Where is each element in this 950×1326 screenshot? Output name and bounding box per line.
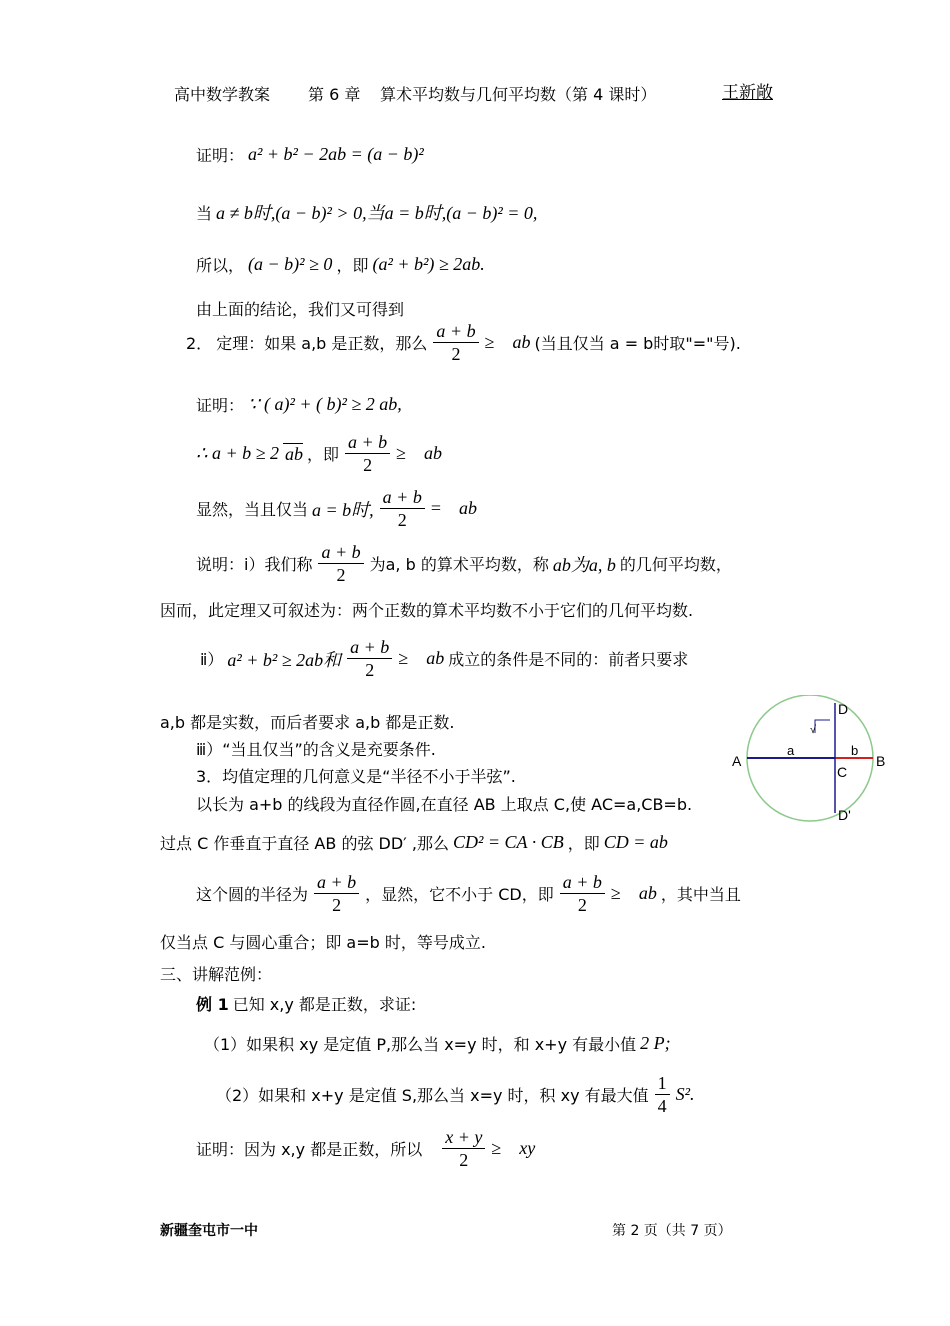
proof2-line1 (196, 393, 402, 416)
fraction-numerator: x + y (442, 1126, 485, 1149)
fraction-denominator: 4 (657, 1096, 667, 1116)
label-b-point: B (876, 753, 886, 769)
proof2-line2-sqrt: ab (284, 443, 303, 464)
fraction-numerator: a + b (314, 871, 359, 894)
fraction-denominator: 2 (332, 895, 342, 915)
note2-rel: ≥ (398, 648, 409, 668)
label-d2-point: D' (838, 807, 851, 823)
example-p1-val: 2 P; (640, 1033, 671, 1053)
example-proof-fraction (442, 1126, 485, 1171)
note1-line (196, 541, 732, 586)
proof2-line3-fraction (380, 486, 425, 531)
diagram-sqrt-glyph: √ (810, 724, 817, 736)
fraction-denominator: 2 (577, 895, 587, 915)
footer-page: 第 2 页（共 7 页） (612, 1223, 732, 1239)
geo-line3-c: ，其中当且 (660, 885, 741, 904)
proof2-line3-a: 显然，当且仅当 (196, 500, 309, 519)
fraction-numerator: 1 (655, 1072, 670, 1095)
geo-line2-b: CD² = CA · CB (452, 832, 564, 852)
geo-line3-b: ，显然，它不小于 CD，即 (365, 885, 554, 904)
theorem-number: 2． (186, 334, 213, 353)
proof2-line3-rhs: ab (458, 498, 477, 518)
geo-line3-fraction2 (560, 871, 605, 916)
note3: ⅲ）“当且仅当”的含义是充要条件. (196, 740, 436, 759)
example-proof (196, 1126, 535, 1171)
fraction-numerator: a + b (318, 541, 363, 564)
example-p1 (204, 1032, 671, 1055)
proof2-line3 (196, 486, 477, 531)
fraction-numerator: a + b (560, 871, 605, 894)
geo-line3-a: 这个圆的半径为 (196, 885, 309, 904)
label-seg-a: a (787, 743, 795, 758)
so-prefix: 所以， (196, 256, 245, 275)
theorem-rel: ≥ (484, 332, 495, 352)
header-topic: 算术平均数与几何平均数（第 4 课时） (380, 85, 657, 104)
note2-fraction (347, 636, 392, 681)
geo-line2-a: 过点 C 作垂直于直径 AB 的弦 DD′ ,那么 (160, 834, 449, 853)
geo-line2 (160, 831, 668, 854)
fraction-denominator: 2 (336, 565, 346, 585)
section3-title: 三、讲解范例： (160, 965, 273, 984)
theorem-fraction (433, 320, 478, 365)
note2-cont: a,b 都是实数，而后者要求 a,b 都是正数. (160, 713, 455, 732)
proof2-label: 证明： (196, 396, 245, 415)
geo-line3-fraction (314, 871, 359, 916)
note1-cont: 因而，此定理又可叙述为：两个正数的算术平均数不小于它们的几何平均数. (160, 601, 694, 620)
label-d-point: D (838, 701, 849, 717)
proof1-label: 证明： (196, 146, 245, 165)
fraction-numerator: a + b (380, 486, 425, 509)
example-title-bold: 例 1 (196, 995, 229, 1014)
note1-mid: 为a, b 的算术平均数，称 (369, 555, 549, 574)
example-title-text: 已知 x,y 都是正数，求证: (232, 995, 417, 1014)
fraction-denominator: 2 (397, 510, 407, 530)
diagram-sqrt-mark (815, 720, 830, 733)
note1-fraction (318, 541, 363, 586)
example-title (196, 992, 416, 1015)
example-p2 (216, 1072, 695, 1117)
label-seg-b: b (851, 743, 859, 758)
geo-line4: 仅当点 C 与圆心重合；即 a=b 时，等号成立. (160, 933, 486, 952)
geo-line1: 以长为 a+b 的线段为直径作圆,在直径 AB 上取点 C,使 AC=a,CB=b. (196, 795, 693, 814)
label-c-point: C (837, 764, 848, 780)
proof2-line2-rel: ≥ (396, 443, 407, 463)
proof2-line2 (196, 431, 442, 476)
geo-title: 3．均值定理的几何意义是“半径不小于半弦”. (196, 767, 516, 786)
note2-f1: a² + b² ≥ 2ab和 (227, 649, 342, 670)
fraction-numerator: a + b (347, 636, 392, 659)
so-line (196, 253, 485, 276)
theorem-text: 定理：如果 a,b 是正数，那么 (216, 334, 428, 353)
proof1-formula: a² + b² − 2ab = (a − b)² (248, 144, 424, 164)
geo-line2-c: ，即 (567, 834, 600, 853)
geo-line2-d: CD = ab (603, 832, 668, 852)
theorem-line (186, 320, 741, 365)
theorem-cond: (当且仅当 a = b时取"="号). (534, 334, 741, 353)
example-proof-rel: ≥ (491, 1138, 502, 1158)
fraction-numerator: a + b (345, 431, 390, 454)
note2-rhs: ab (426, 648, 445, 668)
proof2-line2-b: ，即 (306, 445, 339, 464)
note1-gm: ab为a, b (552, 554, 616, 575)
example-p2-fraction (655, 1072, 670, 1117)
theorem-rhs: ab (512, 332, 531, 352)
example-proof-label: 证明：因为 x,y 都是正数，所以 (196, 1140, 423, 1159)
header-chapter: 第 6 章 (308, 85, 361, 104)
derive-line: 由上面的结论，我们又可得到 (196, 300, 405, 319)
proof2-line1-text: ∵ ( a)² + ( b)² ≥ 2 ab, (248, 394, 402, 414)
theorem-num: a + b (433, 320, 478, 343)
note2-prefix: ⅱ） (200, 650, 224, 669)
case-text: a ≠ b时,(a − b)² > 0,当a = b时,(a − b)² = 0, (216, 203, 538, 223)
proof2-line3-b: a = b时, (312, 499, 374, 520)
case-line (196, 199, 537, 225)
proof2-line2-rhs: ab (424, 443, 443, 463)
label-a-point: A (732, 753, 742, 769)
proof2-line3-rel: = (430, 498, 441, 518)
proof2-line2-fraction (345, 431, 390, 476)
header-author: 王新敞 (722, 83, 773, 103)
geo-line3-rel: ≥ (610, 883, 621, 903)
example-p2-text: （2）如果和 x+y 是定值 S,那么当 x=y 时，积 xy 有最大值 (216, 1086, 649, 1105)
header-course: 高中数学教案 (174, 85, 271, 104)
note2-line (200, 636, 688, 681)
theorem-den: 2 (451, 344, 461, 364)
example-proof-rhs: xy (519, 1138, 536, 1158)
footer-school: 新疆奎屯市一中 (160, 1223, 258, 1239)
semicircle-diagram (730, 695, 890, 830)
proof1-line (196, 143, 424, 166)
fraction-denominator: 2 (365, 660, 375, 680)
note1-end: 的几何平均数， (619, 555, 732, 574)
case-prefix: 当 (196, 203, 213, 223)
fraction-denominator: 2 (363, 455, 373, 475)
note2-end: 成立的条件是不同的：前者只要求 (448, 650, 689, 669)
example-p1-text: （1）如果积 xy 是定值 P,那么当 x=y 时，和 x+y 有最小值 (204, 1035, 637, 1054)
note1-prefix: 说明：ⅰ）我们称 (196, 555, 313, 574)
geo-line3-rhs: ab (638, 883, 657, 903)
so-end: (a² + b²) ≥ 2ab. (372, 254, 485, 274)
example-p2-val: S². (675, 1084, 695, 1104)
proof2-line2-a: ∴ a + b ≥ 2 (196, 443, 279, 463)
geo-line3 (196, 871, 741, 916)
so-sep: ，即 (336, 256, 369, 275)
so-mid: (a − b)² ≥ 0 (248, 254, 333, 274)
fraction-denominator: 2 (459, 1150, 469, 1170)
